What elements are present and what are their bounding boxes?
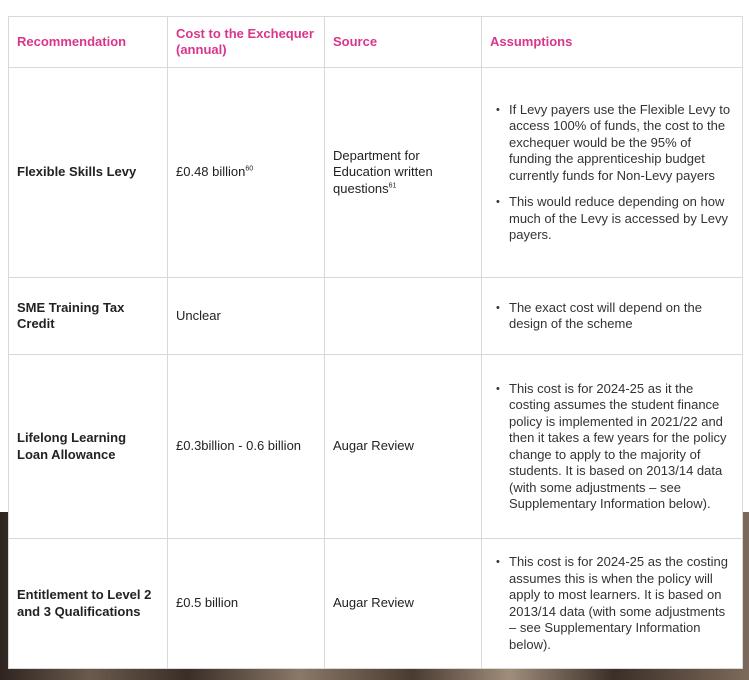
assumption-list [490,381,734,513]
assumption-list [490,554,734,653]
header-assumptions: Assumptions [482,17,743,68]
header-source: Source [325,17,482,68]
assumption-item: • This cost is for 2024-25 as the costing assumes this is when the policy will apply to most learners. It is based on 2013/14 data (with some adjustments – see Supplementary Information below). [502,554,734,653]
source-value: Department for Education written questions [333,147,433,196]
assumption-list [490,300,734,333]
table-header-row [9,17,743,68]
assumption-item: • The exact cost will depend on the design of the scheme [502,300,734,333]
assumption-item: • This cost is for 2024-25 as it the costing assumes the student finance policy is implemented in 2021/22 and then it takes a few years for the policy change to apply to the majority of students. It is based on 2013/14 data (with some adjustments – see Supplementary Information below). [502,381,734,513]
recommendation-cell: SME Training Tax Credit [9,278,168,355]
assumptions-cell [482,68,743,278]
table-row [9,355,743,539]
assumption-item: • This would reduce depending on how much of the Levy is accessed by Levy payers. [502,194,734,244]
cost-cell: £0.3billion - 0.6 billion [168,355,325,539]
header-cost: Cost to the Exchequer (annual) [168,17,325,68]
recommendation-cell: Flexible Skills Levy [9,68,168,278]
assumptions-cell [482,278,743,355]
footnote-ref: 61 [388,182,397,190]
source-cell: Augar Review [325,539,482,669]
cost-cell [168,68,325,278]
table-row [9,278,743,355]
assumptions-cell [482,539,743,669]
assumption-item: • If Levy payers use the Flexible Levy to access 100% of funds, the cost to the exchequer would be the 95% of funding the apprenticeship budget currently funds for Non-Levy payers [502,102,734,185]
table-row [9,539,743,669]
table-row [9,68,743,278]
assumption-list [490,102,734,244]
cost-cell: Unclear [168,278,325,355]
footnote-ref: 60 [245,165,254,173]
recommendation-cell: Entitlement to Level 2 and 3 Qualifications [9,539,168,669]
source-cell [325,68,482,278]
header-recommendation: Recommendation [9,17,168,68]
cost-table [8,16,743,669]
recommendation-cell: Lifelong Learning Loan Allowance [9,355,168,539]
source-cell [325,278,482,355]
cost-cell: £0.5 billion [168,539,325,669]
cost-value: £0.48 billion [176,164,246,180]
assumptions-cell [482,355,743,539]
source-cell: Augar Review [325,355,482,539]
